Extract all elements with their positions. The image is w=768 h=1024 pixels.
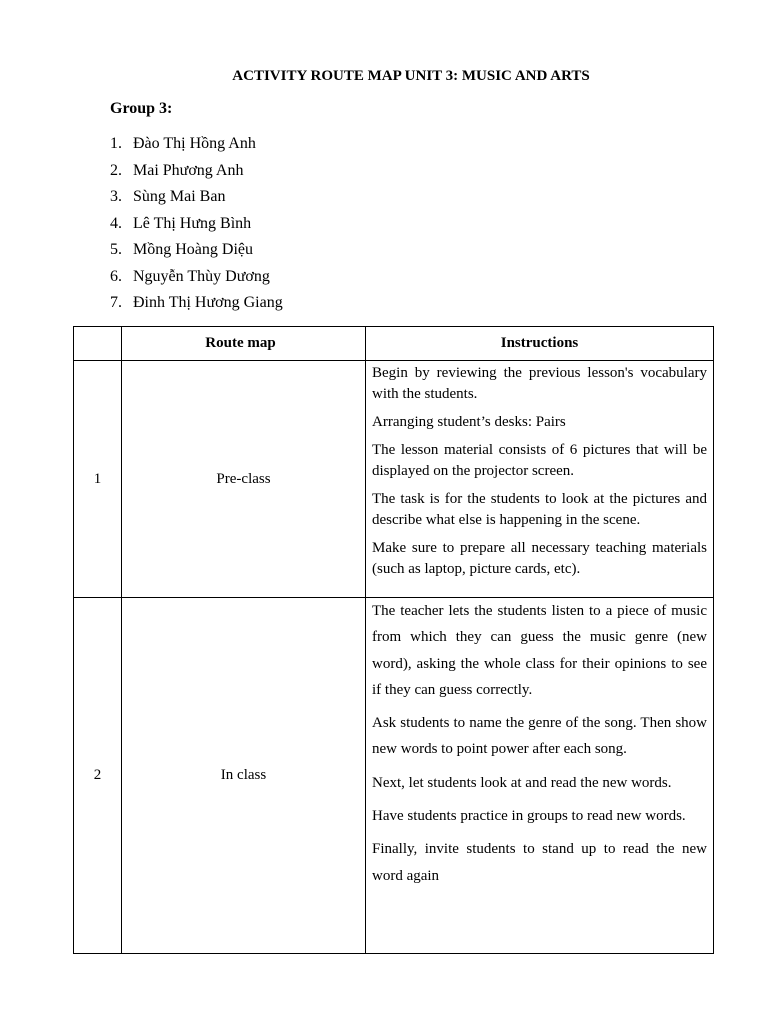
member-number: 6. (110, 267, 122, 285)
member-item (110, 291, 283, 318)
member-number: 4. (110, 214, 122, 232)
member-item (110, 185, 283, 212)
member-number: 3. (110, 188, 122, 205)
table-row (74, 598, 714, 954)
instruction-text: Arranging student’s desks: Pairs (372, 414, 566, 430)
member-name: Đinh Thị Hương Giang (133, 294, 283, 311)
instruction-text: The lesson material consists of 6 pictures that will be displayed on the projector screen. (372, 442, 707, 479)
member-item (110, 212, 283, 239)
instruction-text: Finally, invite students to stand up to read the new word again (372, 841, 707, 884)
member-number: 2. (110, 161, 122, 179)
member-item (110, 265, 283, 292)
member-number: 7. (110, 294, 122, 311)
instruction-text: Have students practice in groups to read new words. (372, 808, 686, 825)
member-name: Mai Phương Anh (133, 161, 244, 179)
header-instructions: Instructions (366, 327, 714, 361)
member-number: 1. (110, 135, 122, 152)
table-row (74, 361, 714, 598)
member-name: Nguyễn Thùy Dương (133, 267, 270, 285)
member-name: Lê Thị Hưng Bình (133, 214, 252, 232)
member-item (110, 238, 283, 265)
member-item (110, 132, 283, 159)
row-route: In class (122, 598, 366, 954)
header-number (74, 327, 122, 361)
instruction-text: Make sure to prepare all necessary teaching materials (such as laptop, picture cards, etc). (372, 540, 707, 577)
row-number: 1 (74, 361, 122, 598)
member-item (110, 159, 283, 186)
member-name: Sùng Mai Ban (133, 188, 226, 205)
row-number: 2 (74, 598, 122, 954)
document-title: ACTIVITY ROUTE MAP UNIT 3: MUSIC AND ARTS (232, 68, 590, 84)
member-list (110, 132, 283, 318)
member-name: Mồng Hoàng Diệu (133, 241, 253, 258)
row-route: Pre-class (122, 361, 366, 598)
row-instructions (366, 361, 714, 598)
row-instructions (366, 598, 714, 954)
member-number: 5. (110, 241, 122, 258)
table-header-row (74, 327, 714, 361)
instruction-text: The task is for the students to look at the pictures and describe what else is happening in the scene. (372, 491, 707, 528)
member-name: Đào Thị Hồng Anh (133, 135, 256, 152)
instruction-text: Next, let students look at and read the new words. (372, 774, 672, 791)
route-map-table (73, 326, 714, 954)
group-label: Group 3: (110, 100, 173, 117)
instruction-text: The teacher lets the students listen to a piece of music from which they can guess the music genre (new word), asking the whole class for their opinions to see if they can guess correctly. (372, 603, 707, 698)
header-route-map: Route map (122, 327, 366, 361)
instruction-text: Ask students to name the genre of the song. Then show new words to point power after each song. (372, 715, 707, 758)
instruction-text: Begin by reviewing the previous lesson's vocabulary with the students. (372, 365, 707, 402)
